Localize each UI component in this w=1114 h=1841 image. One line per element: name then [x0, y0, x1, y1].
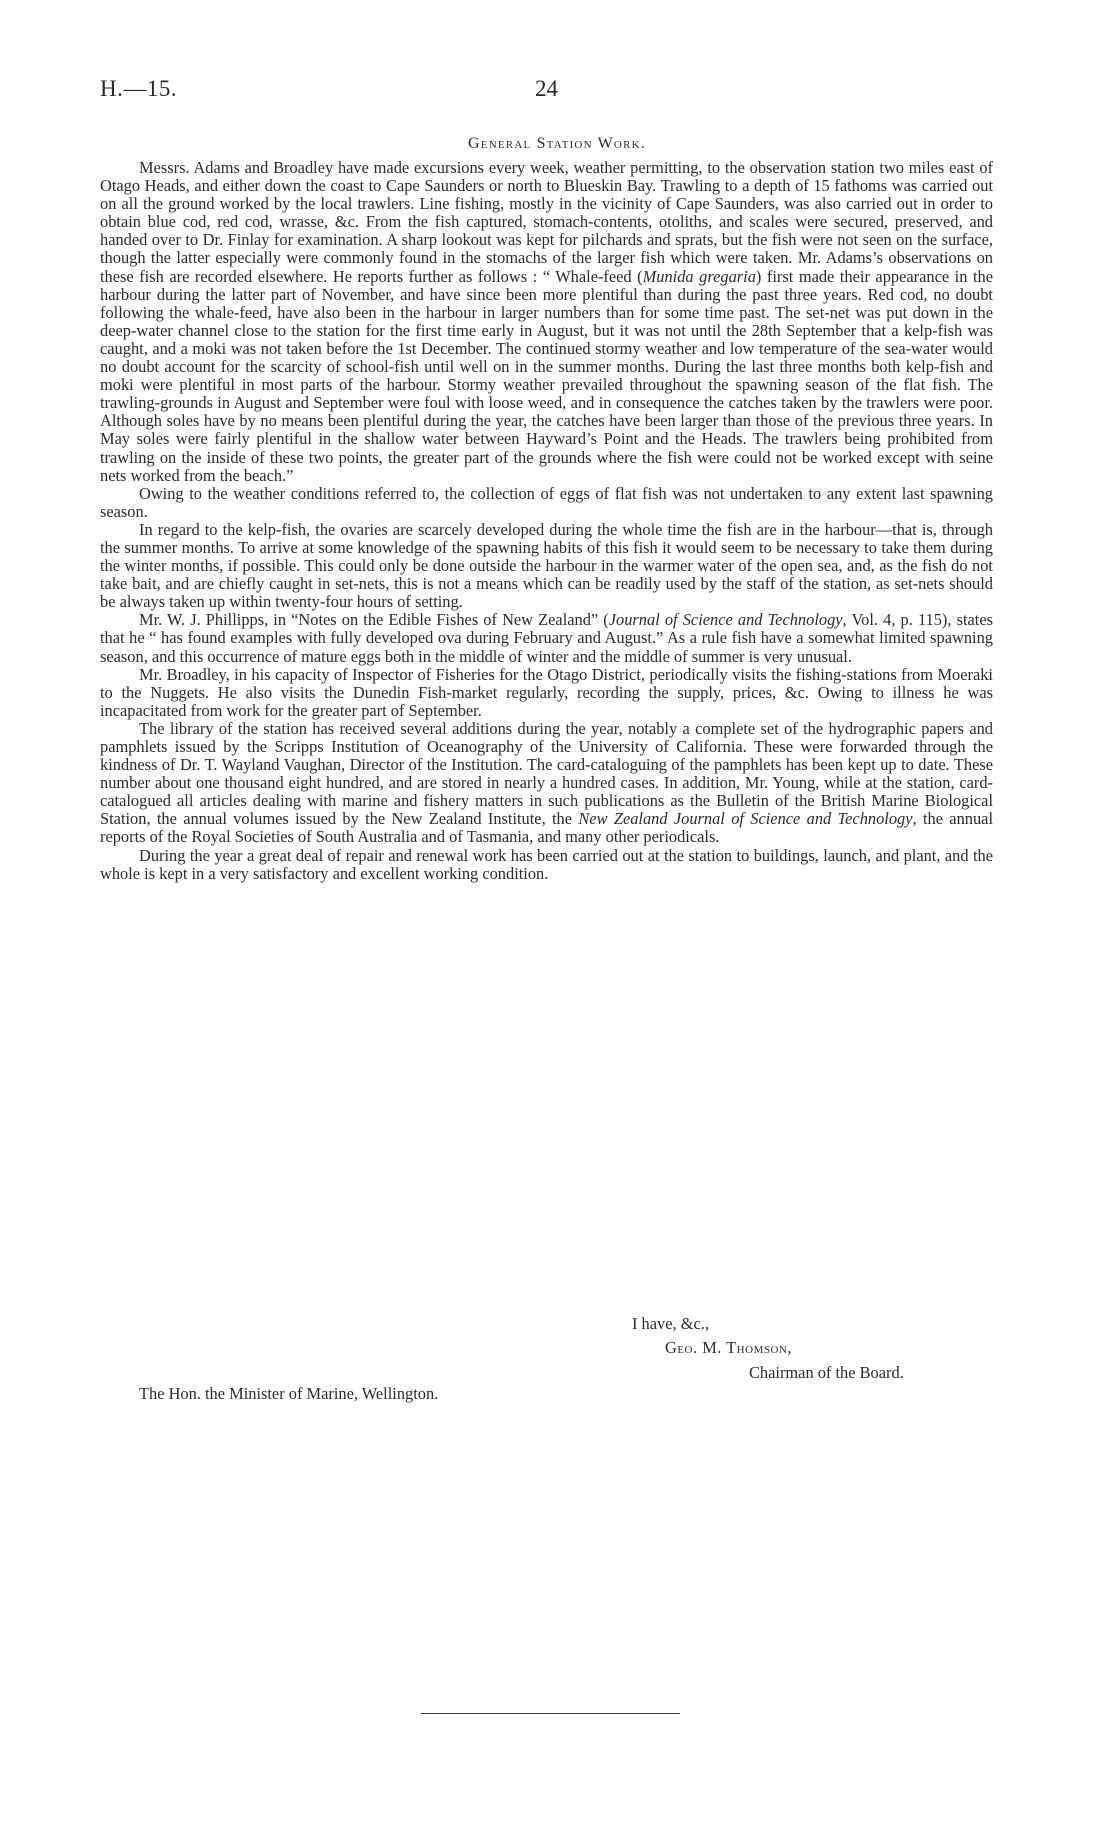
signoff-title: Chairman of the Board.	[749, 1363, 904, 1382]
section-heading: General Station Work.	[468, 135, 646, 152]
signoff-salutation: I have, &c.,	[632, 1314, 709, 1333]
paragraph-flat-fish-eggs: Owing to the weather conditions referred to, the collection of eggs of flat fish was not undertaken to any extent last spawning season.	[100, 483, 993, 521]
journal-title: Journal of Science and Technology	[608, 610, 843, 630]
report-body	[100, 159, 993, 883]
document-reference: H.—15.	[100, 76, 178, 101]
paragraph-repairs: During the year a great deal of repair and renewal work has been carried out at the station to buildings, launch, and plant, and the whole is kept in a very satisfactory and excellent working condition.	[100, 845, 993, 883]
addressee: The Hon. the Minister of Marine, Wellington.	[139, 1384, 439, 1403]
paragraph-library: The library of the station has received several additions during the year, notably a complete set of the hydrographic papers and pamphlets issued by the Scripps Institution of Oceanography of the University of California. These were forwarded through the kindness of Dr. T. Wayland Vaughan, Director of the Institution. The card-cataloguing of the pamphlets has been kept up to date. These number about one thousand eight hundred, and are stored in nearly a hundred cases. In addition, Mr. Young, while at the station, card-catalogued all articles dealing with marine and fishery matters in such publications as the Bulletin of the British Marine Biological Station, the annual volumes issued by the New Zealand Institute, the New Zealand Journal of Science and Technology, the annual reports of the Royal Societies of South Australia and of Tasmania, and many other periodicals.	[100, 718, 993, 847]
paragraph-phillipps: Mr. W. J. Phillipps, in “Notes on the Edible Fishes of New Zealand” (Journal of Science and Technology, Vol. 4, p. 115), states that he “ has found examples with fully developed ova during February and August.” As a rule fish have a somewhat limited spawning season, and this occurrence of mature eggs both in the middle of winter and the middle of summer is very unusual.	[100, 610, 993, 666]
paragraph-broadley: Mr. Broadley, in his capacity of Inspector of Fisheries for the Otago District, periodically visits the fishing-stations from Moeraki to the Nuggets. He also visits the Dunedin Fish-market regularly, recording the supply, prices, &c. Owing to illness he was incapacitated from work for the greater part of September.	[100, 664, 993, 720]
journal-title: New Zealand Journal of Science and Technology	[578, 809, 913, 829]
page-number: 24	[535, 76, 558, 101]
paragraph-kelp-fish: In regard to the kelp-fish, the ovaries are scarcely developed during the whole time the fish are in the harbour—that is, through the summer months. To arrive at some knowledge of the spawning habits of this fish it would seem to be necessary to take them during the winter months, if possible. This could only be done outside the harbour in the warmer water of the open sea, and, as the fish do not take bait, and are chiefly caught in set-nets, this is not a means which can be readily used by the staff of the station, as set-nets should be always taken up within twenty-four hours of setting.	[100, 519, 993, 612]
closing-rule	[421, 1713, 680, 1714]
species-name: Munida gregaria	[642, 266, 756, 286]
signoff-name: Geo. M. Thomson,	[665, 1338, 792, 1357]
paragraph-station-work: Messrs. Adams and Broadley have made excursions every week, weather permitting, to the observation station two miles east of Otago Heads, and either down the coast to Cape Saunders or north to Blueskin Bay. Trawling to a depth of 15 fathoms was carried out on all the ground worked by the local trawlers. Line fishing, mostly in the vicinity of Cape Saunders, was also carried out in order to obtain blue cod, red cod, wrasse, &c. From the fish captured, stomach-contents, otoliths, and scales were secured, preserved, and handed over to Dr. Finlay for examination. A sharp lookout was kept for pilchards and sprats, but the fish were not seen on the surface, though the latter especially were commonly found in the stomachs of the larger fish which were taken. Mr. Adams’s observations on these fish are recorded elsewhere. He reports further as follows : “ Whale-feed (Munida gregaria) first made their appearance in the harbour during the latter part of November, and have since been more plentiful than during the past three years. Red cod, no doubt following the whale-feed, have also been in the harbour in larger numbers than for some time past. The set-net was put down in the deep-water channel close to the station for the first time early in August, but it was not until the 28th September that a kelp-fish was caught, and a moki was not taken before the 1st December. The continued stormy weather and low temperature of the sea-water would no doubt account for the scarcity of school-fish until well on in the summer months. During the last three months both kelp-fish and moki were plentiful in most parts of the harbour. Stormy weather prevailed throughout the spawning season of the flat fish. The trawling-grounds in August and September were foul with loose weed, and in consequence the catches taken by the trawlers were poor. Although soles have by no means been plentiful during the year, the catches have been larger than those of the previous three years. In May soles were fairly plentiful in the shallow water between Hayward’s Point and the Heads. The trawlers being prohibited from trawling on the inside of these two points, the greater part of the grounds where the fish were could not be worked except with seine nets worked from the beach.”	[100, 158, 993, 485]
